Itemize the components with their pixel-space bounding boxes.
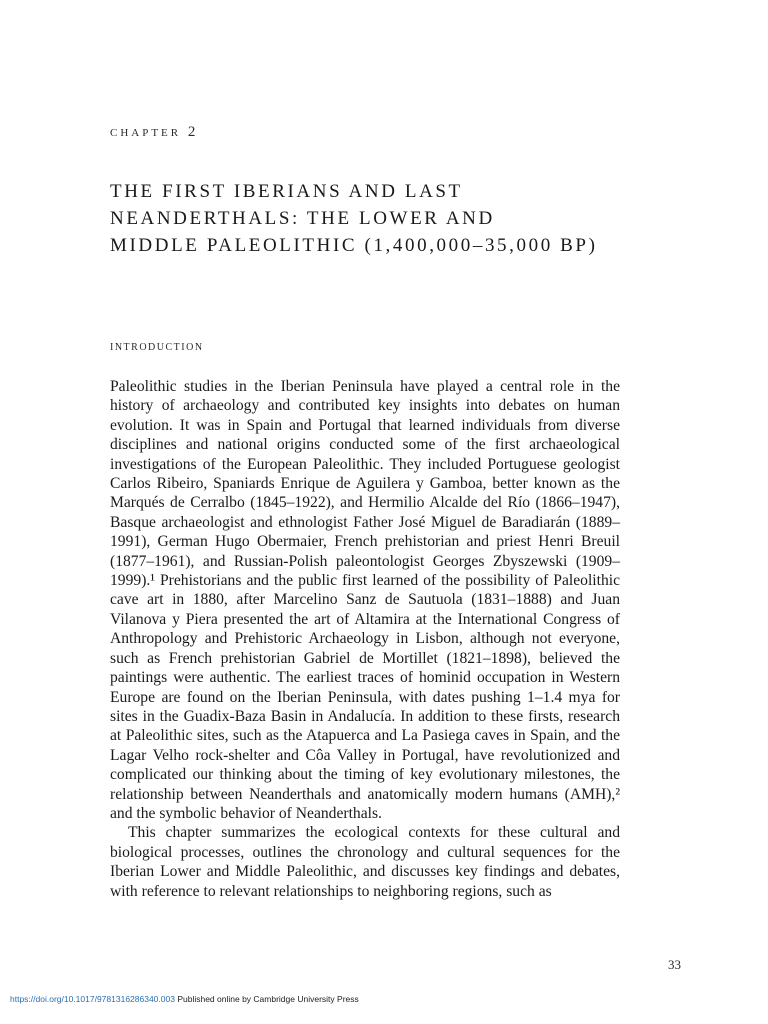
chapter-title-line-2: NEANDERTHALS: THE LOWER AND (110, 208, 495, 229)
paragraph: This chapter summarizes the ecological contexts for these cultural and biological processes, outlines the chronology and cultural sequences for the Iberian Lower and Middle Paleolithic, and discusses key findings and debates, with reference to relevant relationships to neighboring regions, such as (110, 824, 620, 900)
footer (10, 994, 359, 1004)
paragraph: Paleolithic studies in the Iberian Peninsula have played a central role in the history of archaeology and contributed key insights into debates on human evolution. It was in Spain and Portugal that learned individuals from diverse disciplines and national origins conducted some of the first archaeological investigations of the European Paleolithic. They included Portuguese geologist Carlos Ribeiro, Spaniards Enrique de Aguilera y Gamboa, better known as the Marqués de Cerralbo (1845–1922), and Hermilio Alcalde del Río (1866–1947), Basque archaeologist and ethnologist Father José Miguel de Baradiarán (1889–1991), German Hugo Obermaier, French prehistorian and priest Henri Breuil (1877–1961), and Russian-Polish paleontologist Georges Zbyszewski (1909–1999).¹ Prehistorians and the public first learned of the possibility of Paleolithic cave art in 1880, after Marcelino Sanz de Sautuola (1831–1888) and Juan Vilanova y Piera presented the art of Altamira at the International Congress of Anthropology and Prehistoric Archaeology in Lisbon, although not everyone, such as French prehistorian Gabriel de Mortillet (1821–1898), believed the paintings were authentic. The earliest traces of hominid occupation in Western Europe are found on the Iberian Peninsula, with dates pushing 1–1.4 mya for sites in the Guadix-Baza Basin in Andalucía. In addition to these firsts, research at Paleolithic sites, such as the Atapuerca and La Pasiega caves in Spain, and the Lagar Velho rock-shelter and Côa Valley in Portugal, have revolutionized and complicated our thinking about the timing of key evolutionary milestones, the relationship between Neanderthals and anatomically modern humans (AMH),² and the symbolic behavior of Neanderthals. (110, 378, 620, 822)
doi-link[interactable]: https://doi.org/10.1017/9781316286340.003 (10, 994, 175, 1004)
body-text (110, 377, 620, 901)
publisher-text: Published online by Cambridge University Press (177, 994, 359, 1004)
chapter-label: chapter 2 (110, 124, 199, 140)
chapter-title-line-1: THE FIRST IBERIANS AND LAST (110, 181, 463, 202)
section-heading: introduction (110, 339, 204, 354)
chapter-title-line-3: MIDDLE PALEOLITHIC (1,400,000–35,000 BP) (110, 235, 598, 256)
page-number: 33 (668, 957, 681, 972)
chapter-title (110, 178, 670, 259)
